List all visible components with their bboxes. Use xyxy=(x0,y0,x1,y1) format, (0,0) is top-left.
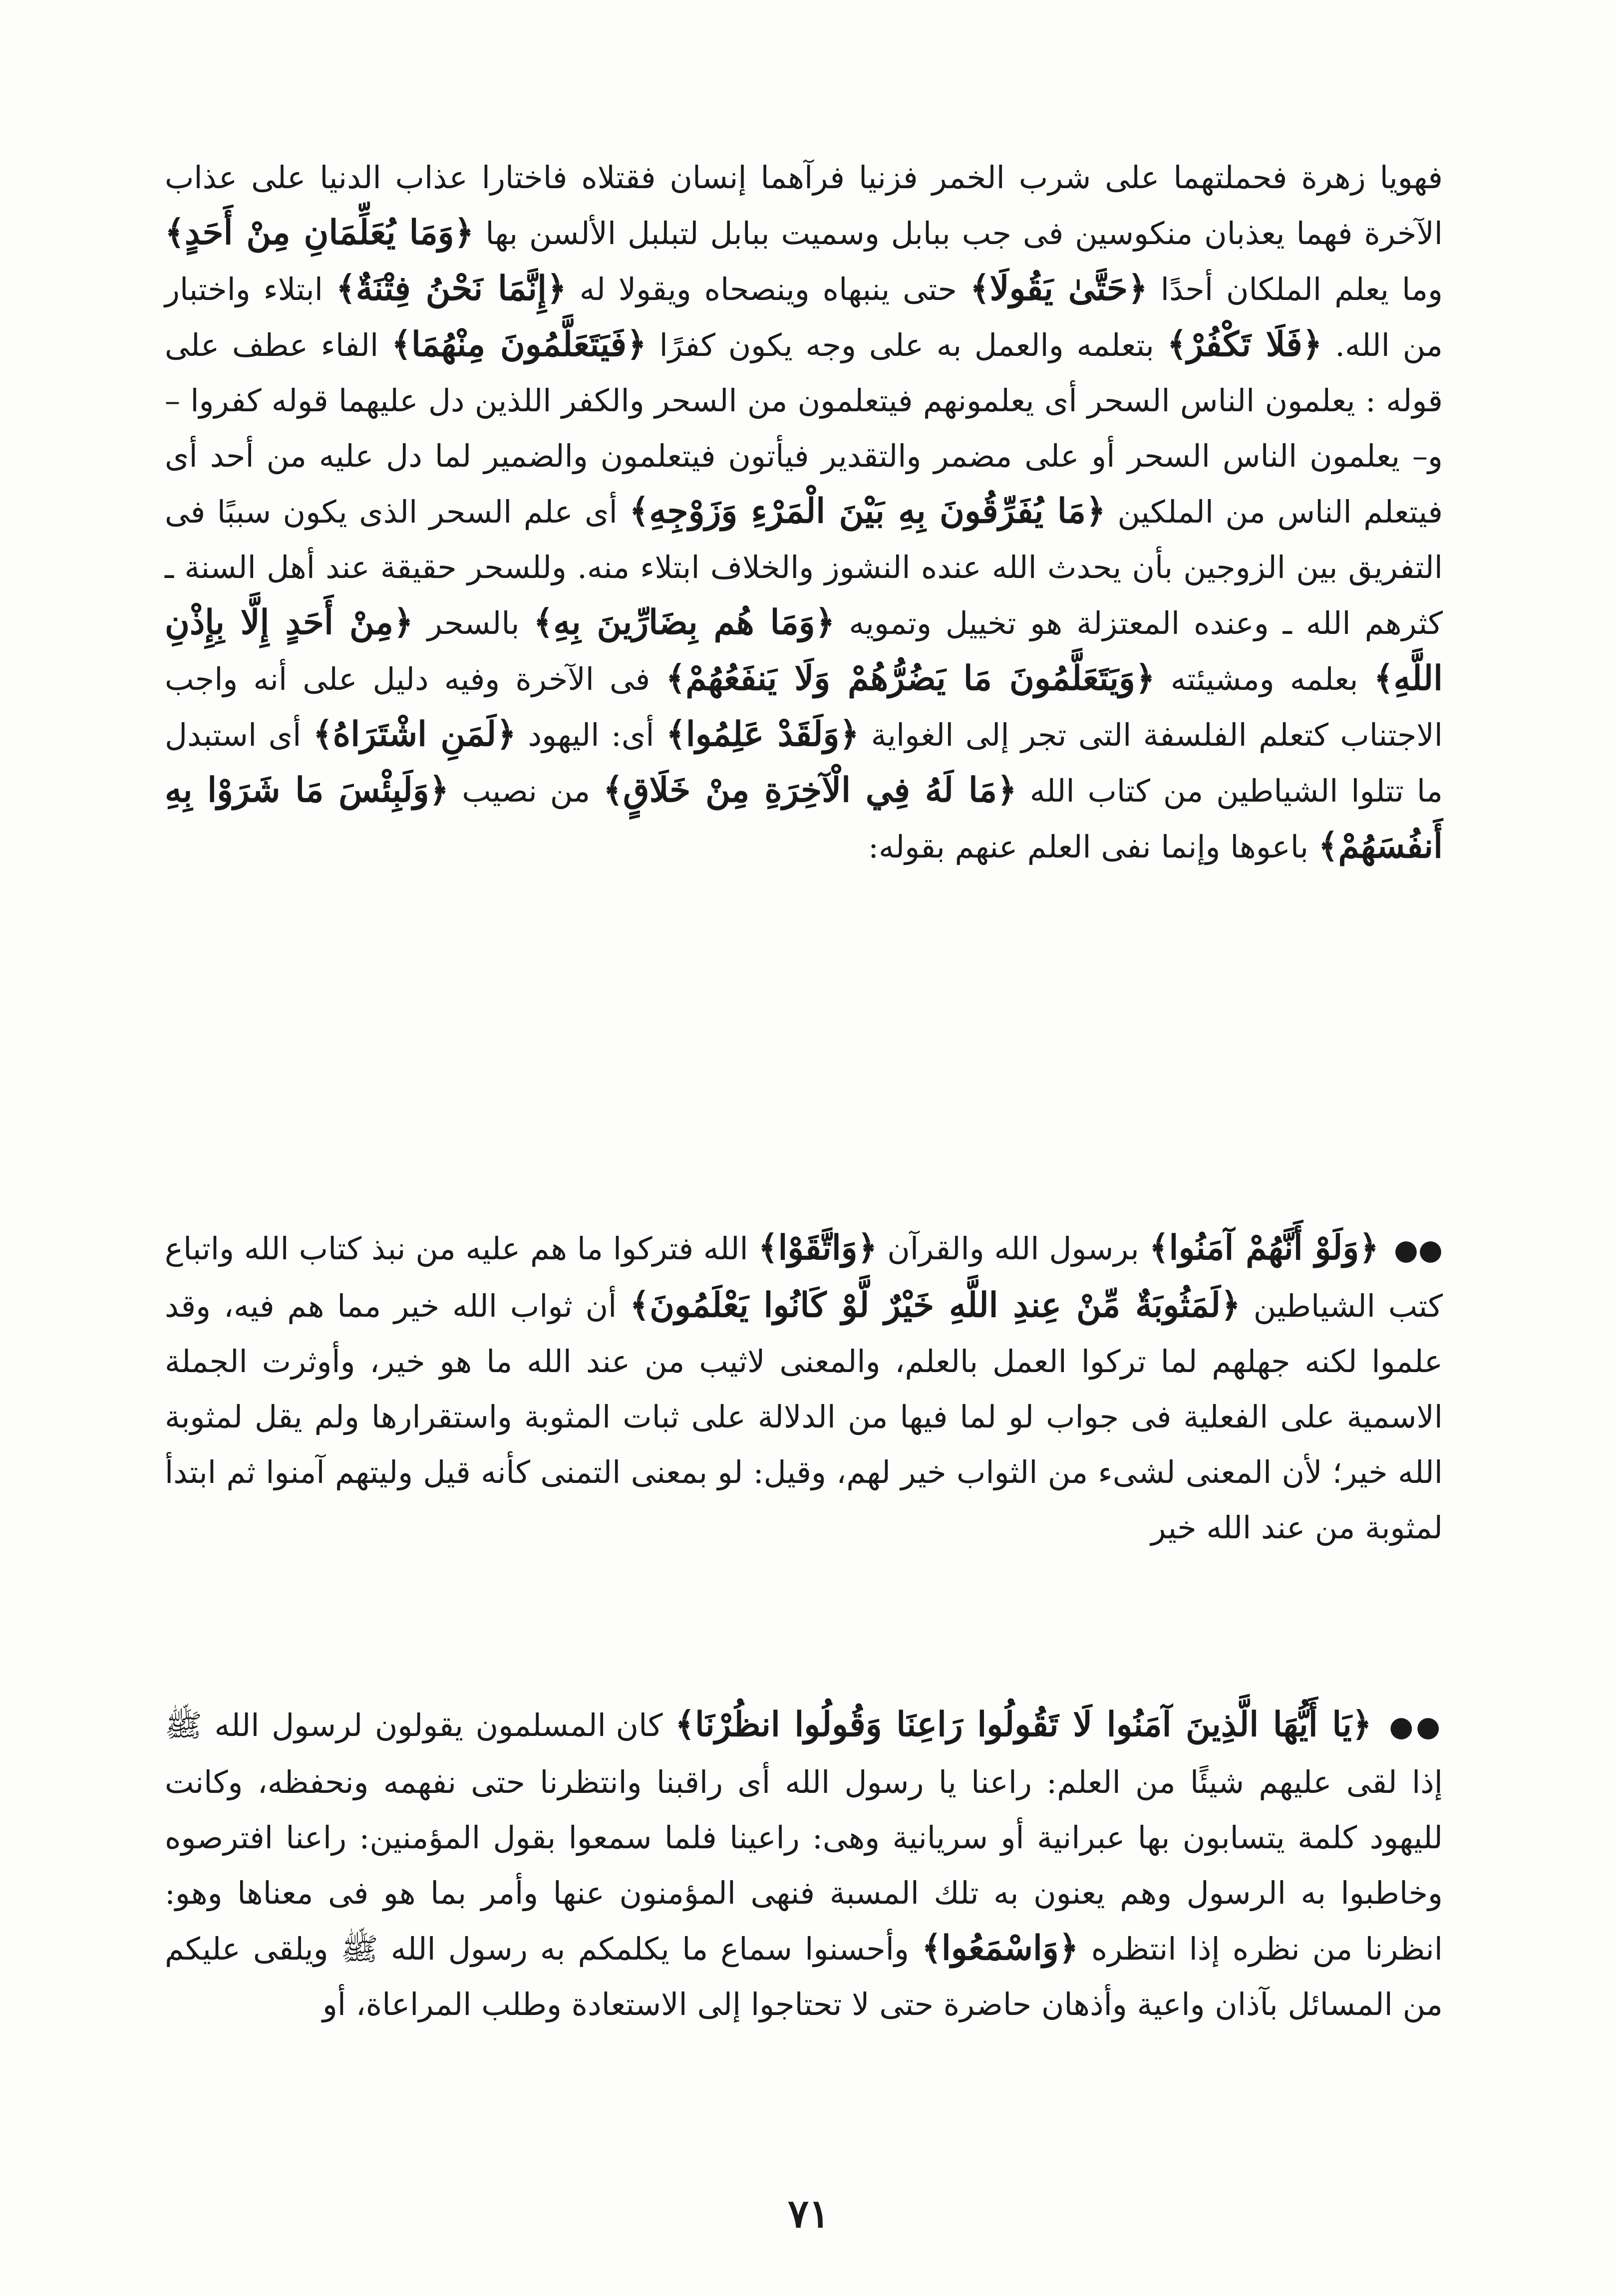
quran-verse: ﴿وَيَتَعَلَّمُونَ مَا يَضُرُّهُمْ وَلَا يَنفَعُهُمْ﴾ xyxy=(665,658,1155,698)
text-run: أى: اليهود xyxy=(516,717,654,753)
text-run: ابتلاء واختبار من الله. xyxy=(165,271,1443,363)
page-number: ٧١ xyxy=(788,2191,830,2237)
text-run: كان المسلمون يقولون لرسول الله ﷺ إذا لقى عليهم شيئًا من العلم: راعنا يا رسول الله أى راقبنا وانتظرنا حتى نفهمه ونحفظه، وكانت لليهود كلمة يتسابون بها عبرانية أو سريانية وهى: راعينا فلما سمعوا بقول المؤمنين: راعنا افترصوه وخاطبوا به الرسول وهم يعنون به تلك المسبة فنهى المؤمنون عنها وأمر بما هو فى معناها وهو: انظرنا من نظره إذا انتظره xyxy=(165,1707,1443,1967)
text-run: فى الآخرة وفيه دليل على أنه واجب الاجتناب كتعلم الفلسفة التى تجر إلى الغواية xyxy=(165,661,1443,753)
text-run: الفاء عطف على قوله : يعلمون الناس السحر أى يعلمونهم فيتعلمون من السحر والكفر اللذين دل عليهما قوله كفروا – و– يعلمون الناس السحر أو على مضمر والتقدير فيأتون فيتعلمون والضمير لما دل عليه من أحد أى فيتعلم الناس من الملكين xyxy=(165,327,1443,530)
quran-verse: ﴿وَلَقَدْ عَلِمُوا﴾ xyxy=(666,714,860,754)
text-run: فهويا زهرة فحملتهما على شرب الخمر فزنيا فرآهما إنسان فقتلاه فاختارا عذاب الدنيا على عذاب الآخرة فهما يعذبان منكوسين فى جب ببابل وسميت ببابل لتبلبل الألسن بها xyxy=(165,159,1443,252)
paragraph-3 xyxy=(165,1697,1443,2086)
paragraph-2-body xyxy=(165,1220,1443,1555)
quran-verse: ﴿وَمَا هُم بِضَارِّينَ بِهِ﴾ xyxy=(533,602,835,642)
quran-verse: ﴿مَا يُفَرِّقُونَ بِهِ بَيْنَ الْمَرْءِ وَزَوْجِهِ﴾ xyxy=(629,491,1106,531)
quran-verse: ﴿وَلَبِئْسَ مَا شَرَوْا بِهِ أَنفُسَهُمْ﴾ xyxy=(165,770,1443,866)
bullet-marker: ●● xyxy=(1393,1233,1443,1266)
quran-verse: ﴿لَمَثُوبَةٌ مِّنْ عِندِ اللَّهِ خَيْرٌ لَّوْ كَانُوا يَعْلَمُونَ﴾ xyxy=(630,1285,1241,1325)
text-run: بتعلمه والعمل به على وجه يكون كفرًا xyxy=(646,327,1154,363)
text-run: وما يعلم الملكان أحدًا xyxy=(1147,271,1443,307)
bullet-marker: ●● xyxy=(1389,1710,1443,1743)
quran-verse: ﴿وَلَوْ أَنَّهُمْ آمَنُوا﴾ xyxy=(1149,1228,1379,1268)
text-run: أى استبدل ما تتلوا الشياطين من كتاب الله xyxy=(165,717,1443,809)
text-run: وأحسنوا سماع ما يكلمكم به رسول الله ﷺ ويلقى عليكم من المسائل بآذان واعية وأذهان حاضرة حتى لا تحتاجوا إلى الاستعادة وطلب المراعاة، أو xyxy=(165,1931,1443,2022)
text-run: بعلمه ومشيئته xyxy=(1155,661,1358,697)
paragraph-2 xyxy=(165,1220,1443,1595)
text-run: برسول الله والقرآن xyxy=(877,1230,1139,1267)
quran-verse: ﴿مَا لَهُ فِي الْآخِرَةِ مِنْ خَلَاقٍ﴾ xyxy=(603,770,1017,810)
quran-verse: ﴿يَا أَيُّهَا الَّذِينَ آمَنُوا لَا تَقُولُوا رَاعِنَا وَقُولُوا انظُرْنَا﴾ xyxy=(675,1705,1372,1744)
quran-verse: ﴿وَاسْمَعُوا﴾ xyxy=(922,1928,1079,1968)
text-run: بالسحر xyxy=(413,605,520,641)
quran-verse: ﴿فَلَا تَكْفُرْ﴾ xyxy=(1167,324,1322,364)
quran-verse: ﴿فَيَتَعَلَّمُونَ مِنْهُمَا﴾ xyxy=(391,324,646,364)
text-run: باعوها وإنما نفى العلم عنهم بقوله: xyxy=(868,829,1308,865)
text-run: الله فتركوا ما هم عليه من نبذ كتاب الله واتباع كتب الشياطين xyxy=(165,1230,1443,1324)
quran-verse: ﴿مِنْ أَحَدٍ إِلَّا بِإِذْنِ اللَّهِ﴾ xyxy=(165,602,1443,698)
quran-verse: ﴿لَمَنِ اشْتَرَاهُ﴾ xyxy=(313,714,517,754)
quran-verse: ﴿إِنَّمَا نَحْنُ فِتْنَةٌ﴾ xyxy=(335,269,567,308)
text-run: حتى ينبهاه وينصحاه ويقولا له xyxy=(566,271,957,307)
paragraph-1 xyxy=(165,150,1443,1108)
paragraph-1-body xyxy=(165,150,1443,874)
quran-verse: ﴿وَاتَّقَوْا﴾ xyxy=(758,1228,878,1268)
paragraph-3-body xyxy=(165,1697,1443,2032)
quran-verse: ﴿وَمَا يُعَلِّمَانِ مِنْ أَحَدٍ﴾ xyxy=(165,213,474,253)
quran-verse: ﴿حَتَّىٰ يَقُولَا﴾ xyxy=(970,269,1148,308)
text-run: أى علم السحر الذى يكون سببًا فى التفريق بين الزوجين بأن يحدث الله عنده النشوز والخلاف ابتلاء منه. وللسحر حقيقة عند أهل السنة ـ كثرهم الله ـ وعنده المعتزلة هو تخييل وتمويه xyxy=(165,494,1443,641)
text-run: أن ثواب الله خير مما هم فيه، وقد علموا لكنه جهلهم لما تركوا العمل بالعلم، والمعنى لاثيب من عند الله ما هو خير، وأوثرت الجملة الاسمية على الفعلية فى جواب لو لما فيها من الدلالة على ثبات المثوبة واستقرارها ولم يقل لمثوبة الله خير؛ لأن المعنى لشىء من الثواب خير لهم، وقيل: لو بمعنى التمنى كأنه قيل وليتهم آمنوا ثم ابتدأ لمثوبة من عند الله خير xyxy=(165,1288,1443,1546)
text-run: من نصيب xyxy=(449,773,591,809)
